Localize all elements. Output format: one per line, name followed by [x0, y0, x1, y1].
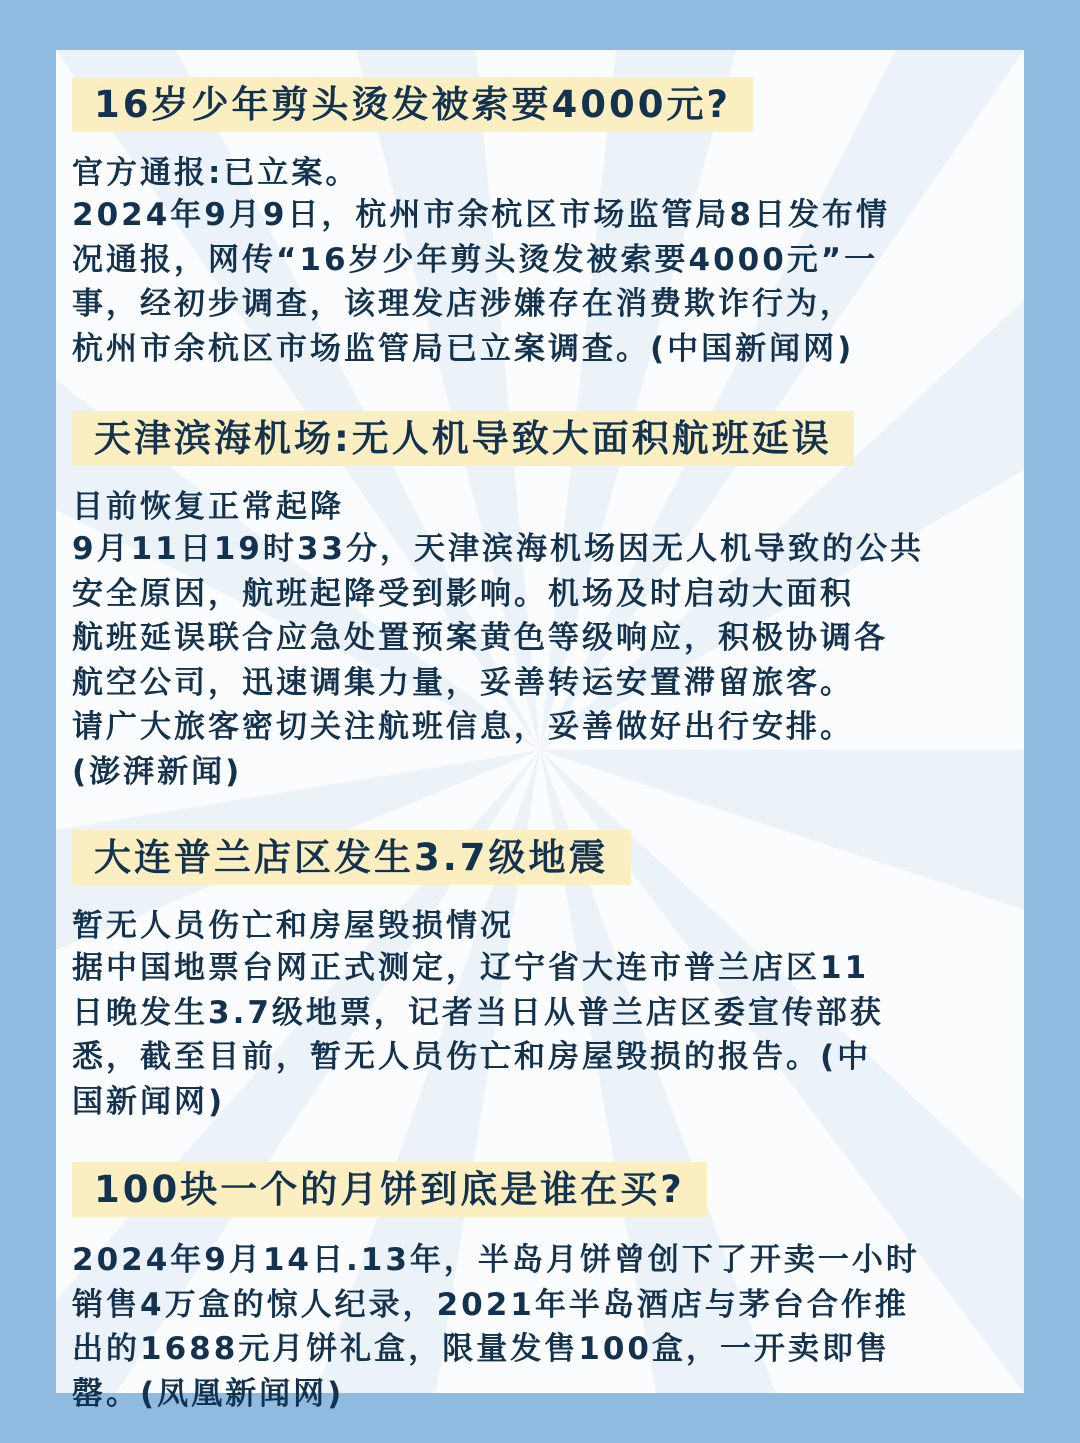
news-body: 9月11日19时33分，天津滨海机场因无人机导致的公共 安全原因，航班起降受到影响。机场及时启动大面积 航班延误联合应急处置预案黄色等级响应，积极协调各 航空公司，迅速调集力量，妥善转运安置滞留旅客。 请广大旅客密切关注航班信息，妥善做好出行安排。 (澎湃新闻) — [72, 531, 924, 790]
news-heading: 16岁少年剪头烫发被索要4000元? — [72, 77, 753, 132]
news-body: 2024年9月9日，杭州市余杭区市场监管局8日发布情 况通报，网传“16岁少年剪头烫发被索要4000元”一 事，经初步调查，该理发店涉嫌存在消费欺诈行为， 杭州市余杭区市场监管局已立案调查。(中国新闻网) — [72, 197, 890, 367]
news-subheading: 官方通报:已立案。 — [72, 155, 360, 191]
news-body: 据中国地票台网正式测定，辽宁省大连市普兰店区11 日晚发生3.7级地票，记者当日从普兰店区委宣传部获 悉，截至目前，暂无人员伤亡和房屋毁损的报告。(中 国新闻网) — [72, 950, 884, 1120]
news-card — [56, 50, 1024, 1412]
news-body: 2024年9月14日.13年，半岛月饼曾创下了开卖一小时 销售4万盒的惊人纪录，2021年半岛酒店与茅台合作推 出的1688元月饼礼盒，限量发售100盒，一开卖即售 罄。(凤凰新闻网) — [72, 1242, 920, 1412]
news-heading: 天津滨海机场:无人机导致大面积航班延误 — [72, 411, 854, 466]
news-item — [72, 411, 1012, 794]
news-item — [72, 830, 1012, 1124]
news-heading: 大连普兰店区发生3.7级地震 — [72, 830, 631, 885]
news-item — [72, 77, 1012, 371]
news-subheading: 目前恢复正常起降 — [72, 489, 344, 525]
news-list — [72, 77, 1012, 1416]
news-heading: 100块一个的月饼到底是谁在买? — [72, 1162, 707, 1217]
news-subheading: 暂无人员伤亡和房屋毁损情况 — [72, 908, 514, 944]
news-item — [72, 1162, 1012, 1416]
